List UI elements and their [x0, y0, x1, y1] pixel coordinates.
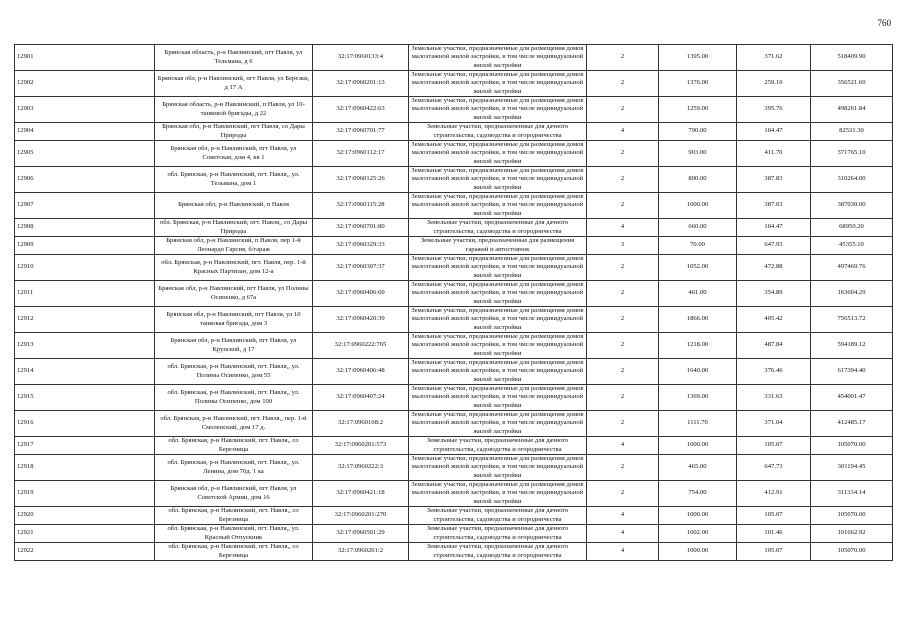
cadastral-value-cell: 105070.00 [811, 437, 893, 455]
specific-value-cell: 412.91 [737, 481, 811, 507]
land-use-cell: Земельные участки, предназначенные для размещения домов малоэтажной жилой застройки, в том числе индивидуальной жилой застройки [409, 45, 587, 71]
row-number-cell: 12907 [15, 193, 155, 219]
cadastral-number-cell: 32:17:0960201:13 [313, 71, 409, 97]
cadastral-value-cell: 45355.10 [811, 237, 893, 255]
cadastral-value-cell: 68950.20 [811, 219, 893, 237]
cadastral-number-cell: 32:17:0960422:63 [313, 97, 409, 123]
specific-value-cell: 647.93 [737, 237, 811, 255]
address-cell: Брянская обл, р-н Навлинский, п Навля [155, 193, 313, 219]
specific-value-cell: 354.89 [737, 281, 811, 307]
address-cell: Брянская обл, р-н Навлинский, пгт Навля, ул 10 танковая бригада, дом 3 [155, 307, 313, 333]
row-number-cell: 12902 [15, 71, 155, 97]
area-cell: 1000.00 [659, 507, 737, 525]
cadastral-number-cell: 32:17:0960701:77 [313, 123, 409, 141]
category-cell: 4 [587, 525, 659, 543]
table-row [15, 411, 893, 437]
category-cell: 2 [587, 71, 659, 97]
area-cell: 1052.00 [659, 255, 737, 281]
cadastral-value-cell: 518409.90 [811, 45, 893, 71]
area-cell: 1000.00 [659, 543, 737, 561]
specific-value-cell: 487.84 [737, 333, 811, 359]
category-cell: 2 [587, 141, 659, 167]
cadastral-number-cell: 32:17:0960420:39 [313, 307, 409, 333]
category-cell: 4 [587, 507, 659, 525]
cadastral-number-cell: 32:17:0960115:28 [313, 193, 409, 219]
cadastral-value-cell: 617394.40 [811, 359, 893, 385]
row-number-cell: 12903 [15, 97, 155, 123]
category-cell: 2 [587, 167, 659, 193]
row-number-cell: 12904 [15, 123, 155, 141]
table-row [15, 359, 893, 385]
address-cell: обл. Брянская, р-н Навлинский, пгт. Навля,, ул. Ленина, дом 70д. 1 ка [155, 455, 313, 481]
specific-value-cell: 376.46 [737, 359, 811, 385]
cadastral-value-cell: 454001.47 [811, 385, 893, 411]
specific-value-cell: 101.46 [737, 525, 811, 543]
row-number-cell: 12922 [15, 543, 155, 561]
land-use-cell: Земельные участки, предназначенные для дачного строительства, садоводства и огородничества [409, 219, 587, 237]
address-cell: обл. Брянская, р-н Навлинский, пгт. Навля,, пер. 1-й Смоленский, дом 17 д. [155, 411, 313, 437]
address-cell: обл. Брянская, р-н Навлинский, пгт. Навля,, со Березница [155, 507, 313, 525]
category-cell: 2 [587, 45, 659, 71]
row-number-cell: 12901 [15, 45, 155, 71]
specific-value-cell: 104.47 [737, 123, 811, 141]
table-row [15, 543, 893, 561]
land-use-cell: Земельные участки, предназначенные для размещения домов малоэтажной жилой застройки, в том числе индивидуальной жилой застройки [409, 141, 587, 167]
specific-value-cell: 259.10 [737, 71, 811, 97]
cadastral-value-table [14, 44, 893, 561]
land-use-cell: Земельные участки, предназначенные для дачного строительства, садоводства и огородничества [409, 525, 587, 543]
specific-value-cell: 331.63 [737, 385, 811, 411]
table-row [15, 45, 893, 71]
area-cell: 1002.00 [659, 525, 737, 543]
table-row [15, 193, 893, 219]
land-use-cell: Земельные участки, предназначенные для дачного строительства, садоводства и огородничества [409, 543, 587, 561]
land-use-cell: Земельные участки, предназначенные для дачного строительства, садоводства и огородничества [409, 437, 587, 455]
cadastral-number-cell: 32:17:0960201:270 [313, 507, 409, 525]
table-row [15, 333, 893, 359]
specific-value-cell: 105.07 [737, 507, 811, 525]
land-use-cell: Земельные участки, предназначенные для размещения домов малоэтажной жилой застройки, в том числе индивидуальной жилой застройки [409, 359, 587, 385]
table-row [15, 141, 893, 167]
table-row [15, 481, 893, 507]
cadastral-value-cell: 756513.72 [811, 307, 893, 333]
cadastral-number-cell: 32:17:0960201:573 [313, 437, 409, 455]
address-cell: обл. Брянская, р-н Навлинский, пгт. Навля, пер. 1-й Красных Партизан, дом 12-а [155, 255, 313, 281]
cadastral-number-cell: 32:17:0960108:2 [313, 411, 409, 437]
category-cell: 4 [587, 543, 659, 561]
category-cell: 3 [587, 237, 659, 255]
table-row [15, 437, 893, 455]
cadastral-value-cell: 356521.60 [811, 71, 893, 97]
row-number-cell: 12908 [15, 219, 155, 237]
cadastral-number-cell: 32:17:0960421:18 [313, 481, 409, 507]
specific-value-cell: 411.70 [737, 141, 811, 167]
land-use-cell: Земельные участки, предназначенные для размещения гаражей и автостоянок [409, 237, 587, 255]
area-cell: 1640.00 [659, 359, 737, 385]
page-number: 760 [877, 18, 891, 28]
table-row [15, 385, 893, 411]
category-cell: 2 [587, 333, 659, 359]
cadastral-number-cell: 32:17:0960501:29 [313, 525, 409, 543]
specific-value-cell: 647.73 [737, 455, 811, 481]
cadastral-value-cell: 82531.30 [811, 123, 893, 141]
address-cell: обл. Брянская, р-н Навлинский, пгт. Навля,, со Березница [155, 437, 313, 455]
area-cell: 1395.00 [659, 45, 737, 71]
address-cell: обл. Брянская, р-н Навлинский, пгт. Навля,, со Дары Природы [155, 219, 313, 237]
area-cell: 1376.00 [659, 71, 737, 97]
table-row [15, 525, 893, 543]
cadastral-value-cell: 311334.14 [811, 481, 893, 507]
category-cell: 2 [587, 411, 659, 437]
cadastral-value-cell: 594189.12 [811, 333, 893, 359]
cadastral-value-cell: 310264.00 [811, 167, 893, 193]
category-cell: 2 [587, 307, 659, 333]
row-number-cell: 12912 [15, 307, 155, 333]
address-cell: Брянская обл, р-н Навлинский, пгт Навля, ул Советской Армии, дом 16 [155, 481, 313, 507]
address-cell: Брянская обл, р-н Навлинский, пгт Навля, ул Березки, д 17 А [155, 71, 313, 97]
land-use-cell: Земельные участки, предназначенные для размещения домов малоэтажной жилой застройки, в том числе индивидуальной жилой застройки [409, 71, 587, 97]
area-cell: 800.00 [659, 167, 737, 193]
row-number-cell: 12910 [15, 255, 155, 281]
table-row [15, 123, 893, 141]
category-cell: 4 [587, 219, 659, 237]
cadastral-number-cell: 32:17:0960407:24 [313, 385, 409, 411]
row-number-cell: 12909 [15, 237, 155, 255]
cadastral-number-cell: 32:17:0960406:60 [313, 281, 409, 307]
specific-value-cell: 105.07 [737, 437, 811, 455]
area-cell: 1866.00 [659, 307, 737, 333]
land-use-cell: Земельные участки, предназначенные для размещения домов малоэтажной жилой застройки, в том числе индивидуальной жилой застройки [409, 455, 587, 481]
category-cell: 4 [587, 123, 659, 141]
cadastral-value-cell: 497469.76 [811, 255, 893, 281]
specific-value-cell: 405.42 [737, 307, 811, 333]
row-number-cell: 12919 [15, 481, 155, 507]
cadastral-number-cell: 32:17:0960133:4 [313, 45, 409, 71]
land-use-cell: Земельные участки, предназначенные для дачного строительства, садоводства и огородничества [409, 123, 587, 141]
cadastral-value-cell: 371765.10 [811, 141, 893, 167]
area-cell: 461.00 [659, 281, 737, 307]
address-cell: Брянская область, р-н Навлинский, пгт Навля, ул Тельмана, д 6 [155, 45, 313, 71]
land-use-cell: Земельные участки, предназначенные для размещения домов малоэтажной жилой застройки, в том числе индивидуальной жилой застройки [409, 481, 587, 507]
cadastral-value-cell: 387030.00 [811, 193, 893, 219]
category-cell: 2 [587, 455, 659, 481]
category-cell: 2 [587, 281, 659, 307]
specific-value-cell: 105.07 [737, 543, 811, 561]
cadastral-number-cell: 32:17:0960307:37 [313, 255, 409, 281]
area-cell: 1000.00 [659, 437, 737, 455]
area-cell: 1259.00 [659, 97, 737, 123]
specific-value-cell: 371.04 [737, 411, 811, 437]
row-number-cell: 12914 [15, 359, 155, 385]
area-cell: 1218.00 [659, 333, 737, 359]
row-number-cell: 12921 [15, 525, 155, 543]
row-number-cell: 12905 [15, 141, 155, 167]
cadastral-value-cell: 412485.17 [811, 411, 893, 437]
table-row [15, 97, 893, 123]
area-cell: 754.00 [659, 481, 737, 507]
land-use-cell: Земельные участки, предназначенные для дачного строительства, садоводства и огородничества [409, 507, 587, 525]
address-cell: Брянская обл, р-н Навлинский, п Навля, пер 1-й Леонардо Гарсия, б/гараж [155, 237, 313, 255]
specific-value-cell: 387.03 [737, 193, 811, 219]
table-row [15, 167, 893, 193]
row-number-cell: 12913 [15, 333, 155, 359]
land-use-cell: Земельные участки, предназначенные для размещения домов малоэтажной жилой застройки, в том числе индивидуальной жилой застройки [409, 307, 587, 333]
specific-value-cell: 371.62 [737, 45, 811, 71]
cadastral-value-cell: 105070.00 [811, 543, 893, 561]
table-row [15, 507, 893, 525]
land-use-cell: Земельные участки, предназначенные для размещения домов малоэтажной жилой застройки, в том числе индивидуальной жилой застройки [409, 281, 587, 307]
table-body [15, 45, 893, 561]
table-row [15, 307, 893, 333]
cadastral-value-cell: 301194.45 [811, 455, 893, 481]
area-cell: 1111.70 [659, 411, 737, 437]
row-number-cell: 12918 [15, 455, 155, 481]
table-row [15, 255, 893, 281]
cadastral-number-cell: 32:17:0960701:80 [313, 219, 409, 237]
table-row [15, 281, 893, 307]
area-cell: 1000.00 [659, 193, 737, 219]
cadastral-value-cell: 163604.29 [811, 281, 893, 307]
row-number-cell: 12915 [15, 385, 155, 411]
row-number-cell: 12917 [15, 437, 155, 455]
land-use-cell: Земельные участки, предназначенные для размещения домов малоэтажной жилой застройки, в том числе индивидуальной жилой застройки [409, 167, 587, 193]
cadastral-value-cell: 101662.92 [811, 525, 893, 543]
address-cell: обл. Брянская, р-н Навлинский, пгт. Навля,, ул. Красный Отпускник [155, 525, 313, 543]
cadastral-value-cell: 498261.84 [811, 97, 893, 123]
address-cell: обл. Брянская, р-н Навлинский, пгт. Навля,, со Березница [155, 543, 313, 561]
area-cell: 903.00 [659, 141, 737, 167]
specific-value-cell: 472.88 [737, 255, 811, 281]
land-use-cell: Земельные участки, предназначенные для размещения домов малоэтажной жилой застройки, в том числе индивидуальной жилой застройки [409, 97, 587, 123]
table-row [15, 455, 893, 481]
cadastral-number-cell: 32:17:0960201:2 [313, 543, 409, 561]
category-cell: 2 [587, 481, 659, 507]
land-use-cell: Земельные участки, предназначенные для размещения домов малоэтажной жилой застройки, в том числе индивидуальной жилой застройки [409, 411, 587, 437]
address-cell: Брянская область, р-н Навлинский, п Навля, ул 10-танковой бригады, д 22 [155, 97, 313, 123]
address-cell: обл. Брянская, р-н Навлинский, пгт. Навля,, ул. Полины Осипенко, дом 100 [155, 385, 313, 411]
category-cell: 2 [587, 359, 659, 385]
land-use-cell: Земельные участки, предназначенные для размещения домов малоэтажной жилой застройки, в том числе индивидуальной жилой застройки [409, 255, 587, 281]
category-cell: 2 [587, 193, 659, 219]
cadastral-number-cell: 32:17:0960329:33 [313, 237, 409, 255]
row-number-cell: 12920 [15, 507, 155, 525]
area-cell: 1369.00 [659, 385, 737, 411]
specific-value-cell: 395.76 [737, 97, 811, 123]
category-cell: 4 [587, 437, 659, 455]
cadastral-number-cell: 32:17:0960406:48 [313, 359, 409, 385]
address-cell: Брянская обл, р-н Навлинский, пгт Навля, ул Полины Осипенко, д 67а [155, 281, 313, 307]
row-number-cell: 12916 [15, 411, 155, 437]
address-cell: обл. Брянская, р-н Навлинский, пгт. Навля,, ул. Тельмана, дом 1 [155, 167, 313, 193]
area-cell: 790.00 [659, 123, 737, 141]
row-number-cell: 12906 [15, 167, 155, 193]
category-cell: 2 [587, 385, 659, 411]
specific-value-cell: 387.83 [737, 167, 811, 193]
table-row [15, 237, 893, 255]
land-use-cell: Земельные участки, предназначенные для размещения домов малоэтажной жилой застройки, в том числе индивидуальной жилой застройки [409, 385, 587, 411]
table-row [15, 71, 893, 97]
cadastral-value-cell: 105070.00 [811, 507, 893, 525]
row-number-cell: 12911 [15, 281, 155, 307]
cadastral-number-cell: 32:17:0960222:765 [313, 333, 409, 359]
cadastral-number-cell: 32:17:0960125:26 [313, 167, 409, 193]
category-cell: 2 [587, 255, 659, 281]
area-cell: 660.00 [659, 219, 737, 237]
area-cell: 465.00 [659, 455, 737, 481]
address-cell: Брянская обл, р-н Навлинский, пгт Навля, ул Крупской, д 17 [155, 333, 313, 359]
table-row [15, 219, 893, 237]
address-cell: обл. Брянская, р-н Навлинский, пгт. Навля,, ул. Полины Осипенко, дом 55 [155, 359, 313, 385]
address-cell: Брянская обл, р-н Навлинский, пгт Навля, ул Советская, дом 4, кв 1 [155, 141, 313, 167]
land-use-cell: Земельные участки, предназначенные для размещения домов малоэтажной жилой застройки, в том числе индивидуальной жилой застройки [409, 193, 587, 219]
address-cell: Брянская обл, р-н Навлинский, пгт Навля, со Дары Природы [155, 123, 313, 141]
cadastral-number-cell: 32:17:0960222:3 [313, 455, 409, 481]
specific-value-cell: 104.47 [737, 219, 811, 237]
area-cell: 70.00 [659, 237, 737, 255]
category-cell: 2 [587, 97, 659, 123]
cadastral-number-cell: 32:17:0960112:17 [313, 141, 409, 167]
land-use-cell: Земельные участки, предназначенные для размещения домов малоэтажной жилой застройки, в том числе индивидуальной жилой застройки [409, 333, 587, 359]
